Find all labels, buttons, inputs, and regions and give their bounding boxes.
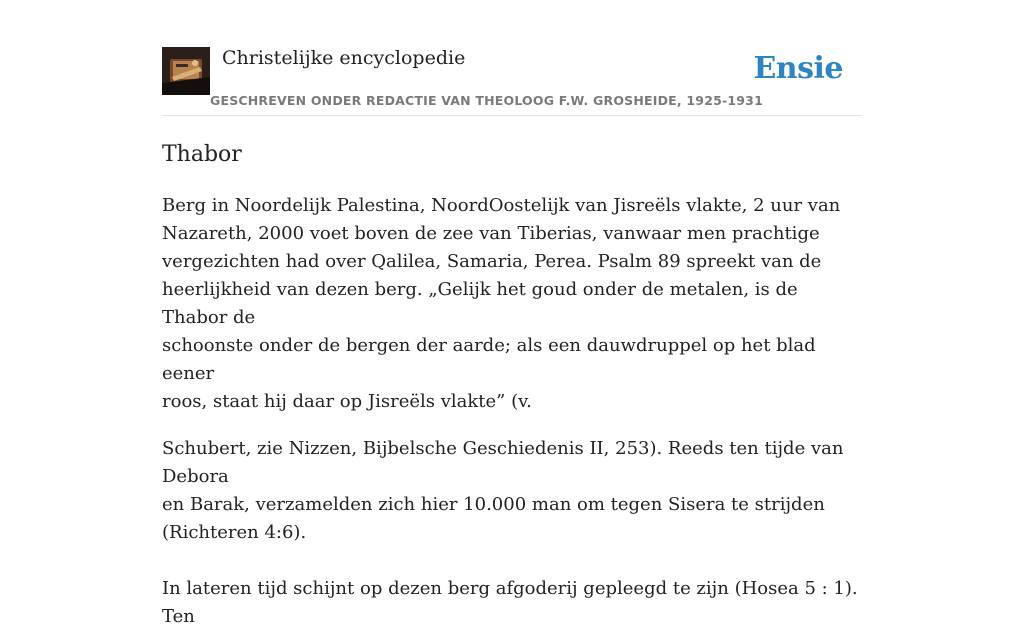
- article-paragraph-1: Berg in Noordelijk Palestina, NoordOostelijk van Jisreëls vlakte, 2 uur van Nazareth, 2000 voet boven de zee van Tiberias, vanwaar men prachtige vergezichten had over Qalilea, Samaria, Perea. Psalm 89 spreekt van de heerlijkheid van dezen berg. „Gelijk het goud onder de metalen, is de Thabor de schoonste onder de bergen der aarde; als een dauwdruppel op het blad eener roos, staat hij daar op Jisreëls vlakte” (v.: [162, 195, 841, 412]
- article-body: [162, 192, 862, 631]
- page: [162, 0, 862, 627]
- article-title: Thabor: [162, 142, 242, 167]
- article-paragraph-2: Schubert, zie Nizzen, Bijbelsche Geschiedenis II, 253). Reeds ten tijde van Debora en Barak, verzamelden zich hier 10.000 man om tegen Sisera te strijden (Richteren 4:6).: [162, 438, 844, 543]
- article-paragraph-3: In lateren tijd schijnt op dezen berg afgoderij gepleegd te zijn (Hosea 5 : 1). Ten: [162, 578, 858, 627]
- site-header: [162, 0, 862, 116]
- book-cover-icon: [162, 47, 210, 95]
- site-subtitle: GESCHREVEN ONDER REDACTIE VAN THEOLOOG F.W. GROSHEIDE, 1925-1931: [210, 93, 763, 108]
- site-title[interactable]: Christelijke encyclopedie: [222, 47, 466, 69]
- avatar[interactable]: [162, 47, 210, 95]
- ensie-logo-link[interactable]: Ensie: [753, 51, 843, 86]
